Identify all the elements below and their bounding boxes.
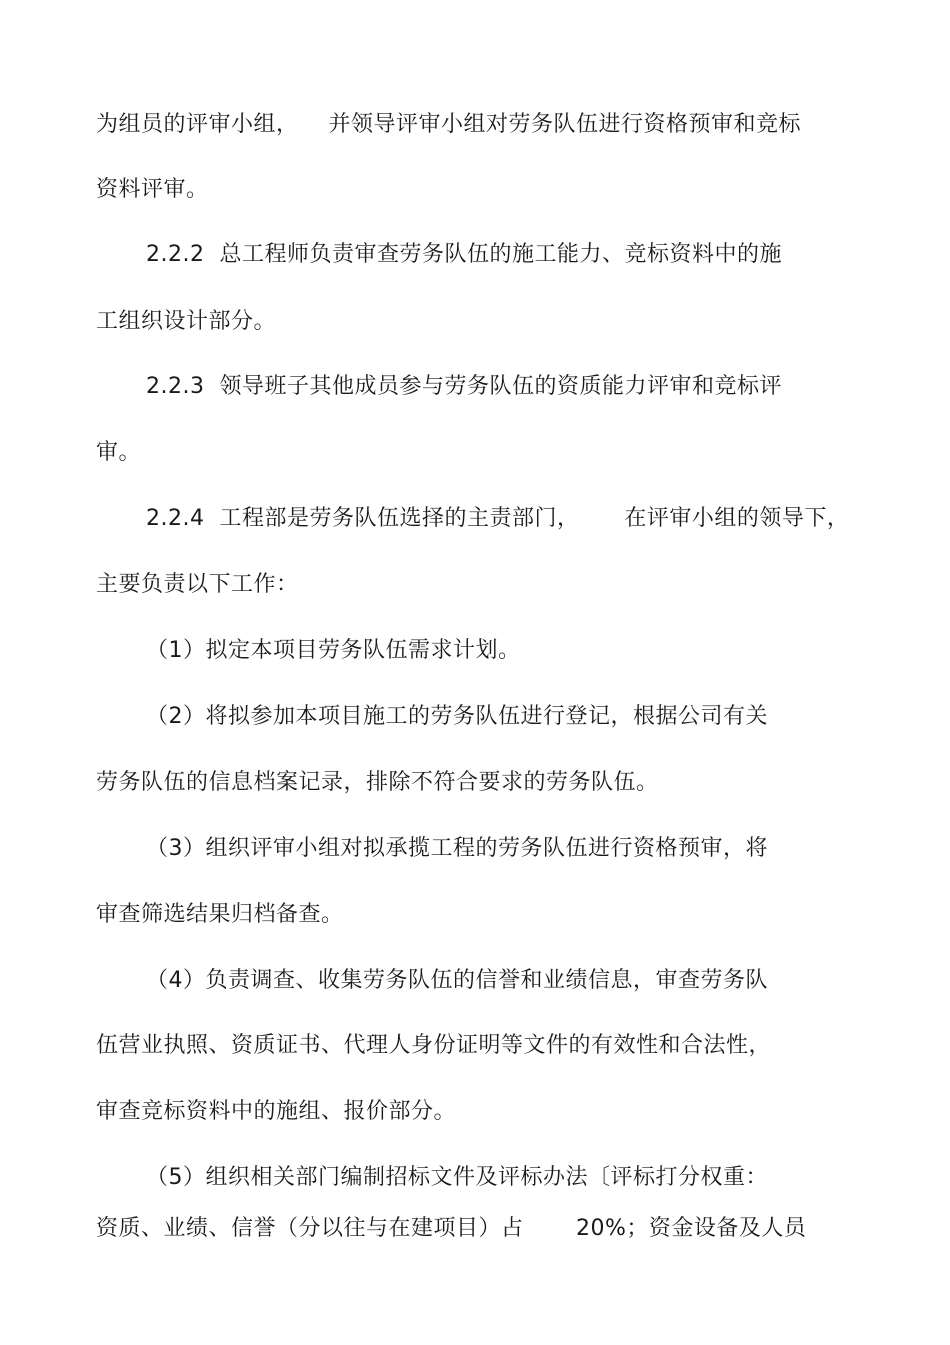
- list-item-2-line: （2）将拟参加本项目施工的劳务队伍进行登记，根据公司有关: [146, 704, 768, 729]
- paragraph-line: 工组织设计部分。: [96, 309, 277, 334]
- list-item-5-line: （5）组织相关部门编制招标文件及评标办法〔评标打分权重：: [146, 1165, 768, 1190]
- section-2-2-2-line: 2.2.2 总工程师负责审查劳务队伍的施工能力、竞标资料中的施: [146, 242, 782, 267]
- paragraph-line: 伍营业执照、资质证书、代理人身份证明等文件的有效性和合法性，: [96, 1033, 772, 1058]
- section-2-2-4-line: 2.2.4 工程部是劳务队伍选择的主责部门， 在评审小组的领导下，: [146, 506, 850, 531]
- paragraph-line: 审查竞标资料中的施组、报价部分。: [96, 1099, 457, 1124]
- list-item-1-line: （1）拟定本项目劳务队伍需求计划。: [146, 638, 521, 663]
- paragraph-line: 审。: [96, 440, 142, 465]
- list-item-4-line: （4）负责调查、收集劳务队伍的信誉和业绩信息，审查劳务队: [146, 968, 768, 993]
- paragraph-line: 为组员的评审小组， 并领导评审小组对劳务队伍进行资格预审和竞标: [96, 112, 801, 137]
- paragraph-line: 资质、业绩、信誉（分以往与在建项目）占 20%；资金设备及人员: [96, 1216, 807, 1241]
- paragraph-line: 审查筛选结果归档备查。: [96, 902, 344, 927]
- paragraph-line: 主要负责以下工作：: [96, 572, 299, 597]
- paragraph-line: 劳务队伍的信息档案记录，排除不符合要求的劳务队伍。: [96, 770, 659, 795]
- list-item-3-line: （3）组织评审小组对拟承揽工程的劳务队伍进行资格预审，将: [146, 836, 768, 861]
- section-2-2-3-line: 2.2.3 领导班子其他成员参与劳务队伍的资质能力评审和竞标评: [146, 374, 782, 399]
- paragraph-line: 资料评审。: [96, 177, 209, 202]
